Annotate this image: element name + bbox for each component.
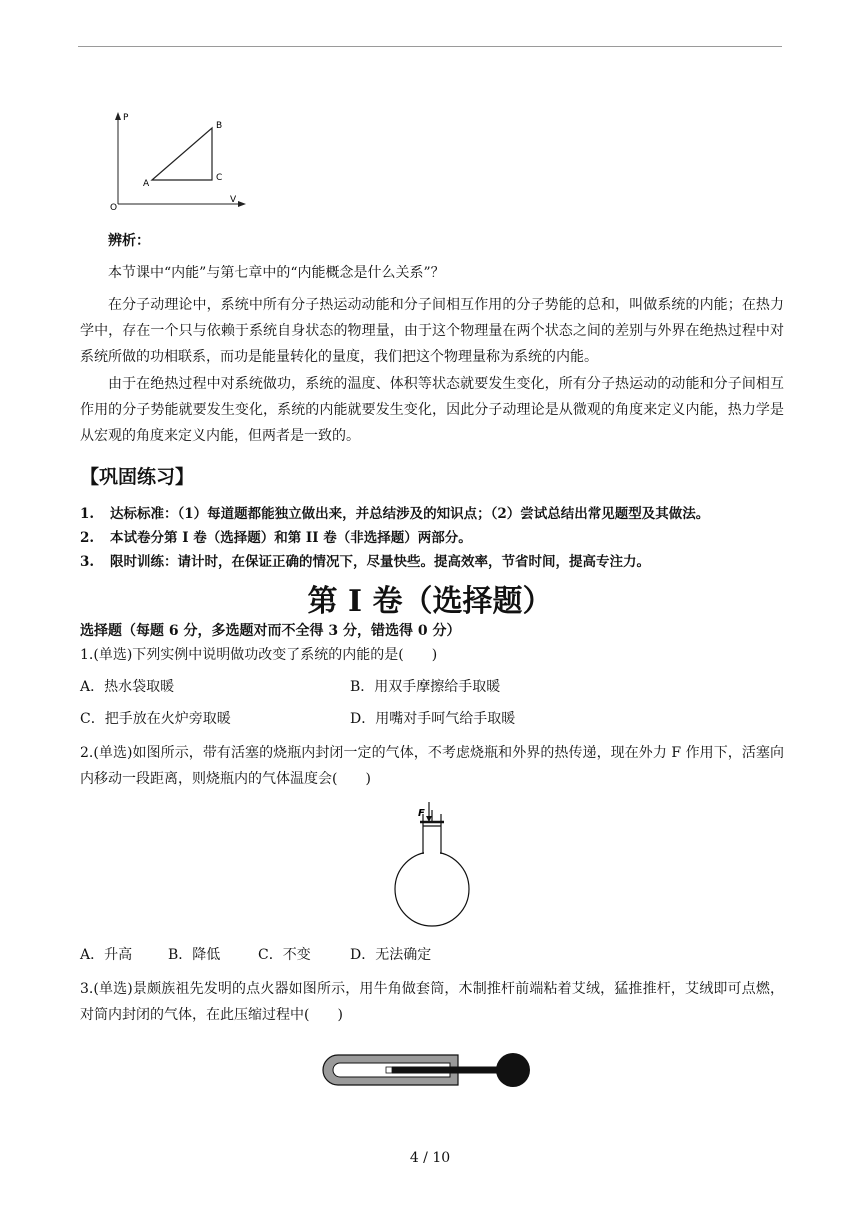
q2-option-a: A．升高 bbox=[80, 947, 133, 963]
requirement-3 bbox=[80, 550, 650, 570]
volume-title: 第 I 卷（选择题） bbox=[307, 584, 553, 619]
q2-option-d: D．无法确定 bbox=[350, 947, 432, 963]
axis-p-label: P bbox=[123, 113, 129, 123]
requirement-1 bbox=[80, 502, 709, 522]
requirement-number: 2. bbox=[80, 530, 95, 546]
requirement-text: 达标标准：（1）每道题都能独立做出来，并总结涉及的知识点；（2）尝试总结出常见题型及其做法。 bbox=[110, 506, 710, 522]
origin-label: O bbox=[110, 203, 118, 212]
q2-option-b: B．降低 bbox=[168, 947, 221, 963]
q1-option-c: C．把手放在火炉旁取暖 bbox=[80, 711, 231, 727]
requirement-number: 1. bbox=[80, 506, 95, 522]
requirement-2 bbox=[80, 526, 472, 546]
force-label: F bbox=[418, 808, 425, 819]
analysis-question: 本节课中“内能”与第七章中的“内能概念是什么关系”？ bbox=[108, 265, 445, 281]
point-a-label: A bbox=[143, 179, 150, 189]
axis-v-label: V bbox=[230, 195, 237, 205]
pv-diagram bbox=[100, 108, 260, 212]
requirement-text: 本试卷分第 I 卷（选择题）和第 II 卷（非选择题）两部分。 bbox=[110, 530, 472, 546]
header-rule bbox=[78, 46, 782, 47]
flask-diagram bbox=[390, 800, 480, 932]
requirement-number: 3. bbox=[80, 554, 95, 570]
q1-option-d: D．用嘴对手呵气给手取暖 bbox=[350, 711, 516, 727]
q2-stem: 2.(单选)如图所示，带有活塞的烧瓶内封闭一定的气体，不考虑烧瓶和外界的热传递，现在外力 F 作用下，活塞向内移动一段距离，则烧瓶内的气体温度会( ) bbox=[80, 745, 784, 787]
fire-piston-diagram bbox=[320, 1048, 540, 1092]
section-note: 选择题（每题 6 分，多选题对而不全得 3 分，错选得 0 分） bbox=[80, 623, 461, 639]
point-b-label: B bbox=[216, 121, 223, 131]
requirement-text: 限时训练：请计时，在保证正确的情况下，尽量快些。提高效率，节省时间，提高专注力。 bbox=[110, 554, 650, 570]
analysis-paragraph-2: 由于在绝热过程中对系统做功，系统的温度、体积等状态就要发生变化，所有分子热运动的动能和分子间相互作用的分子势能就要发生变化，系统的内能就要发生变化，因此分子动理论是从微观的角度来定义内能，热力学是从宏观的角度来定义内能，但两者是一致的。 bbox=[80, 376, 784, 444]
q1-option-a: A．热水袋取暖 bbox=[80, 679, 175, 695]
page-number: 4 / 10 bbox=[409, 1150, 451, 1166]
practice-heading: 【巩固练习】 bbox=[80, 466, 195, 488]
q3-stem: 3.(单选)景颇族祖先发明的点火器如图所示，用牛角做套筒，木制推杆前端粘着艾绒，猛推推杆，艾绒即可点燃，对筒内封闭的气体，在此压缩过程中( ) bbox=[80, 981, 784, 1023]
analysis-paragraph-1: 在分子动理论中，系统中所有分子热运动动能和分子间相互作用的分子势能的总和，叫做系统的内能；在热力学中，存在一个只与依赖于系统自身状态的物理量，由于这个物理量在两个状态之间的差别与外界在绝热过程中对系统所做的功相联系，而功是能量转化的量度，我们把这个物理量称为系统的内能。 bbox=[80, 297, 784, 365]
q2-option-c: C．不变 bbox=[258, 947, 311, 963]
analysis-heading: 辨析： bbox=[108, 233, 150, 249]
q1-option-b: B．用双手摩擦给手取暖 bbox=[350, 679, 501, 695]
point-c-label: C bbox=[216, 173, 223, 183]
q1-stem: 1.(单选)下列实例中说明做功改变了系统的内能的是( ) bbox=[80, 647, 438, 663]
